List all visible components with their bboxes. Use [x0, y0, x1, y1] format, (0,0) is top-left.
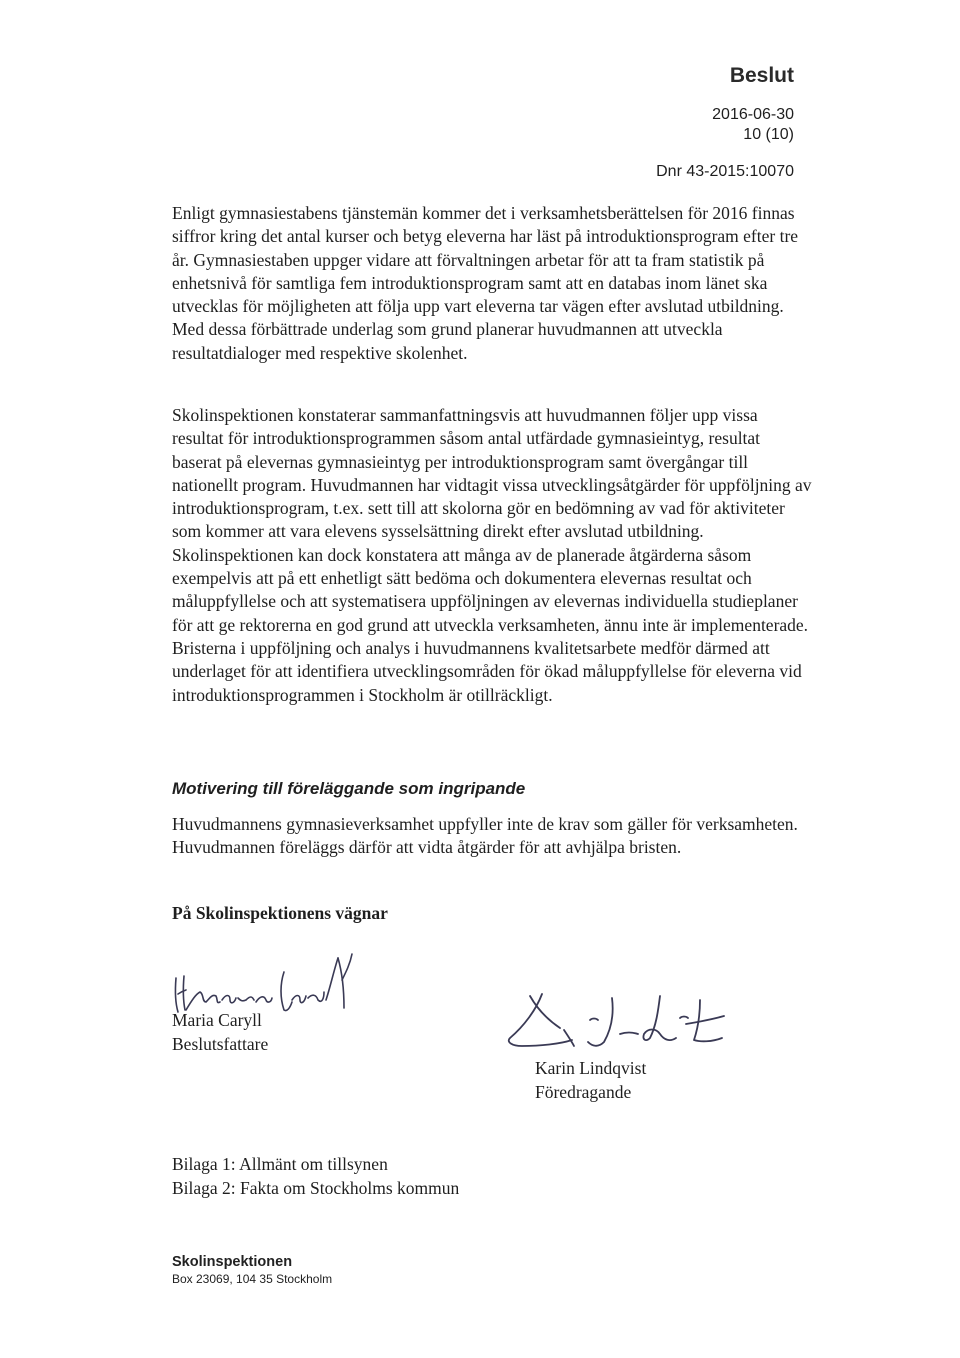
signer-left: [172, 1008, 268, 1056]
signer-left-name: Maria Caryll: [172, 1010, 262, 1030]
motivering-heading: Motivering till föreläggande som ingripande: [172, 779, 526, 798]
footer-address: Box 23069, 104 35 Stockholm: [172, 1272, 333, 1286]
registration-number: Dnr 43-2015:10070: [656, 163, 794, 180]
attachment-1: Bilaga 1: Allmänt om tillsynen: [172, 1154, 388, 1174]
signer-right-title: Föredragande: [535, 1082, 632, 1102]
body-paragraph-3: Huvudmannens gymnasieverksamhet uppfyller inte de krav som gäller för verksamheten. Huvudmannen föreläggs därför att vidta åtgärder för att avhjälpa bristen.: [172, 814, 798, 858]
document-date: 2016-06-30: [712, 106, 794, 123]
attachments-list: [172, 1152, 459, 1200]
footer: [172, 1254, 332, 1286]
body-paragraph-1: Enligt gymnasiestabens tjänstemän kommer det i verksamhetsberättelsen för 2016 finnas siffror kring det antal kurser och betyg eleverna har läst på introduktionsprogram efter tre år. Gymnasiestaben uppger vidare att förvaltningen arbetar för att ta fram statistik på enhetsnivå för samtliga fem introduktionsprogram samt att en databas inom länet ska utvecklas för möjligheten att följa upp vart eleverna tar vägen efter avslutad utbildning. Med dessa förbättrade underlag som grund planerar huvudmannen att utveckla resultatdialoger med respektive skolenhet.: [172, 203, 799, 363]
signature-heading: På Skolinspektionens vägnar: [172, 903, 388, 923]
document-type: Beslut: [729, 64, 794, 87]
attachment-2: Bilaga 2: Fakta om Stockholms kommun: [172, 1178, 460, 1198]
footer-organization: Skolinspektionen: [172, 1254, 293, 1270]
signer-left-title: Beslutsfattare: [172, 1034, 269, 1054]
handwritten-signature-karin-lindqvist: [500, 990, 735, 1060]
date-block: [712, 105, 794, 145]
page-number: 10 (10): [743, 126, 794, 143]
signer-right: [535, 1056, 646, 1104]
body-paragraph-2: Skolinspektionen konstaterar sammanfattningsvis att huvudmannen följer upp vissa resultat för introduktionsprogrammen såsom antal utfärdade gymnasieintyg, resultat baserat på elevernas gymnasieintyg per introduktionsprogram samt övergångar till nationellt program. Huvudmannen har vidtagit vissa utvecklingsåtgärder för uppföljning av introduktionsprogram, t.ex. sett till att skolorna gör en bedömning av vad för aktiviteter som kommer att vara elevens sysselsättning direkt efter avslutad utbildning. Skolinspektionen kan dock konstatera att många av de planerade åtgärderna såsom exempelvis att på ett enhetligt sätt bedöma och dokumentera elevernas resultat och måluppfyllelse och att systematisera uppföljningen av elevernas individuella studieplaner för att ge rektorerna en god grund att utveckla verksamheten, ännu inte är implementerade. Bristerna i uppföljning och analys i huvudmannens kvalitetsarbete medför därmed att underlaget för att identifiera utvecklingsområden för ökad måluppfyllelse för eleverna vid introduktionsprogrammen i Stockholm är otillräckligt.: [172, 405, 812, 705]
signer-right-name: Karin Lindqvist: [535, 1058, 647, 1078]
